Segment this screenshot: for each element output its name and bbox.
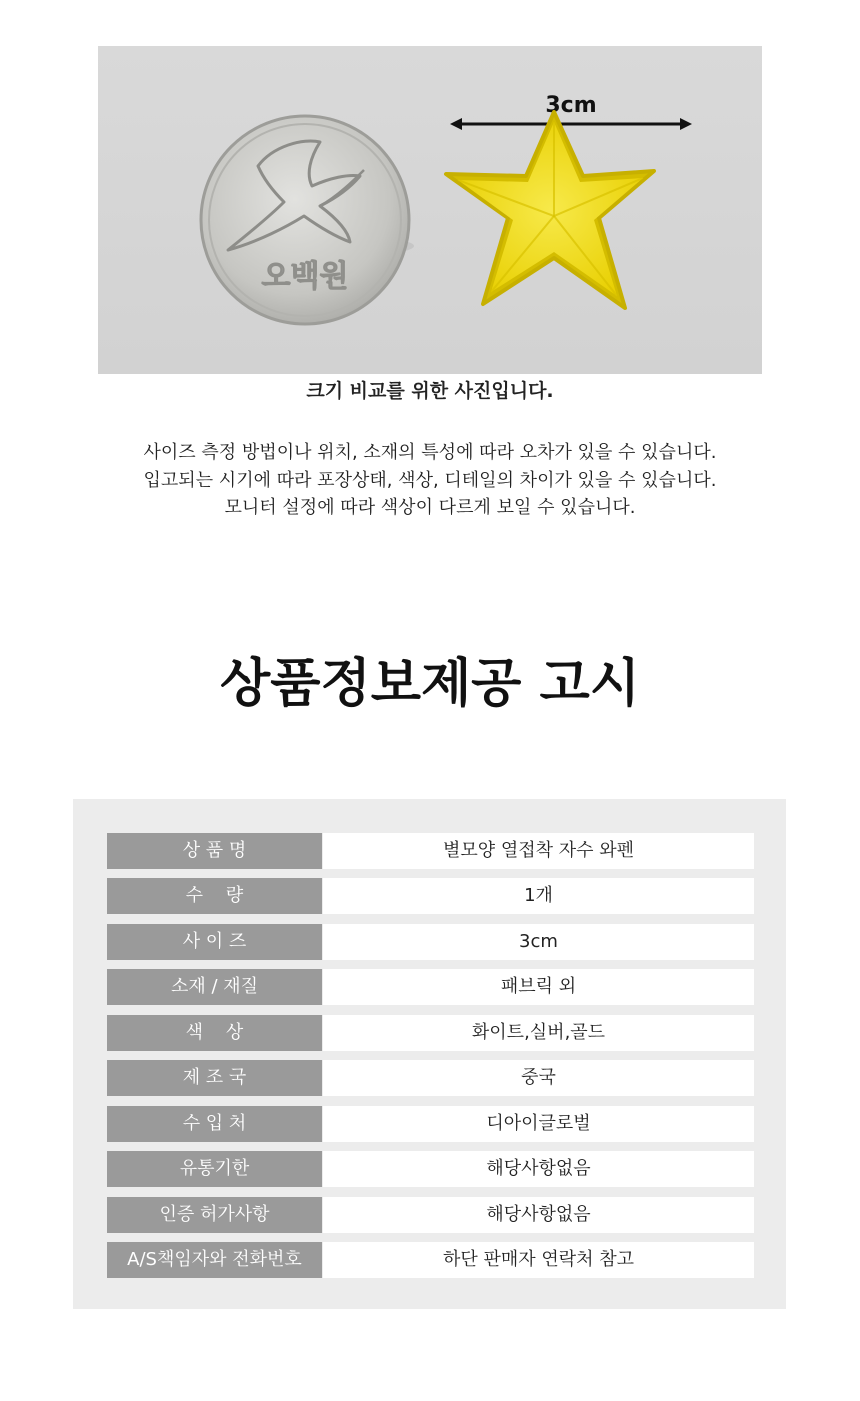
info-value: 별모양 열접착 자수 와펜 <box>323 833 754 869</box>
size-comparison-photo <box>98 46 762 374</box>
product-info-table <box>73 799 786 1309</box>
info-value: 패브릭 외 <box>323 969 754 1005</box>
info-label: 소재 / 재질 <box>107 969 322 1005</box>
coin-500-won-icon <box>201 116 414 324</box>
info-label: A/S책임자와 전화번호 <box>107 1242 322 1278</box>
info-value: 해당사항없음 <box>323 1151 754 1187</box>
coin-inscription: 오백원 <box>261 259 349 294</box>
info-row-color <box>107 1015 754 1051</box>
info-value: 디아이글로벌 <box>323 1106 754 1142</box>
info-row-product-name <box>107 833 754 869</box>
info-value: 3cm <box>323 924 754 960</box>
notice-block <box>0 439 860 522</box>
info-row-certification <box>107 1197 754 1233</box>
measure-label: 3cm <box>545 93 597 118</box>
info-label: 색 상 <box>107 1015 322 1051</box>
info-row-expiry <box>107 1151 754 1187</box>
info-row-size <box>107 924 754 960</box>
info-row-importer <box>107 1106 754 1142</box>
photo-caption: 크기 비교를 위한 사진입니다. <box>306 380 554 402</box>
yellow-star-patch-icon <box>446 112 654 308</box>
info-row-quantity <box>107 878 754 914</box>
double-arrow-icon <box>450 118 692 130</box>
info-label: 수 입 처 <box>107 1106 322 1142</box>
info-value: 1개 <box>323 878 754 914</box>
info-value: 화이트,실버,골드 <box>323 1015 754 1051</box>
info-value: 하단 판매자 연락처 참고 <box>323 1242 754 1278</box>
section-title: 상품정보제공 고시 <box>220 654 640 714</box>
info-label: 제 조 국 <box>107 1060 322 1096</box>
info-row-country <box>107 1060 754 1096</box>
info-label: 상 품 명 <box>107 833 322 869</box>
notice-line: 사이즈 측정 방법이나 위치, 소재의 특성에 따라 오차가 있을 수 있습니다. <box>143 442 717 463</box>
info-label: 사 이 즈 <box>107 924 322 960</box>
info-value: 중국 <box>323 1060 754 1096</box>
info-label: 수 량 <box>107 878 322 914</box>
info-label: 유통기한 <box>107 1151 322 1187</box>
info-value: 해당사항없음 <box>323 1197 754 1233</box>
notice-line: 입고되는 시기에 따라 포장상태, 색상, 디테일의 차이가 있을 수 있습니다. <box>143 469 717 491</box>
info-row-as-contact <box>107 1242 754 1278</box>
size-comparison-illustration <box>98 46 762 374</box>
notice-line: 모니터 설정에 따라 색상이 다르게 보일 수 있습니다. <box>224 497 636 518</box>
info-label: 인증 허가사항 <box>107 1197 322 1233</box>
info-row-material <box>107 969 754 1005</box>
